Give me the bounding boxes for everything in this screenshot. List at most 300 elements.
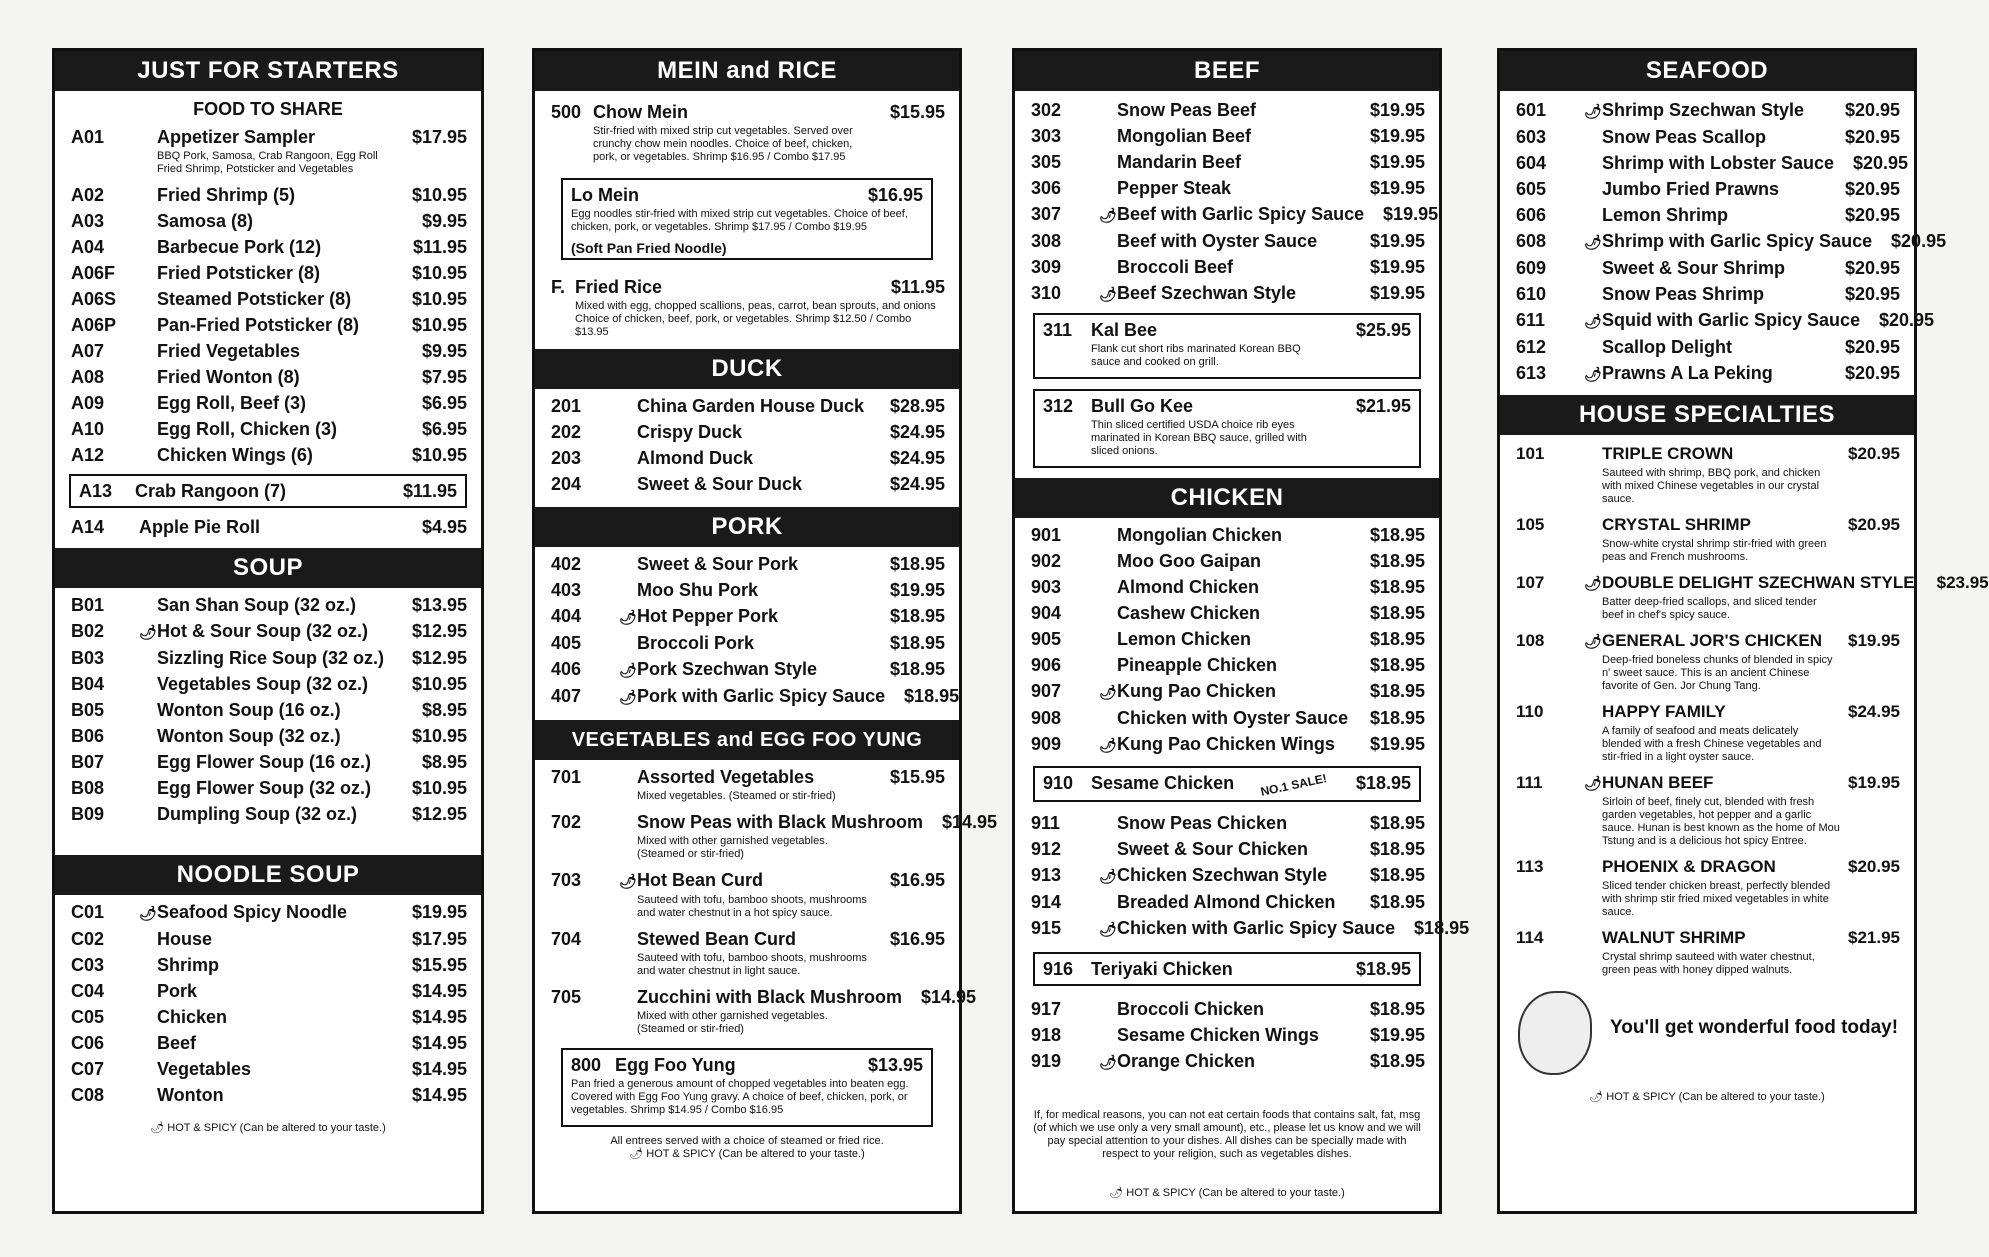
item-name: Snow Peas Scallop <box>1602 127 1767 147</box>
item-price: $10.95 <box>411 674 467 694</box>
item-name: Vegetables <box>157 1059 252 1079</box>
list-item <box>1031 810 1425 836</box>
item-name: Shrimp with Lobster Sauce <box>1602 153 1835 173</box>
item-price: $10.95 <box>411 778 467 798</box>
item-price: $6.95 <box>421 393 467 413</box>
item-price: $18.95 <box>1369 708 1425 728</box>
item-price: $20.95 <box>1848 444 1900 463</box>
item-code: C02 <box>71 929 105 949</box>
list-item <box>1031 862 1425 889</box>
item-name: Pepper Steak <box>1117 178 1232 198</box>
item-name: Samosa (8) <box>157 211 254 231</box>
list-item <box>1031 731 1425 758</box>
item-code: 500 <box>551 102 582 122</box>
item-name: Sizzling Rice Soup (32 oz.) <box>157 648 385 668</box>
item-price: $10.95 <box>411 726 467 746</box>
item-price: $15.95 <box>889 767 945 787</box>
pepper-icon: 🌶 <box>1099 1054 1117 1070</box>
item-name: PHOENIX & DRAGON <box>1602 857 1776 876</box>
item-price: $6.95 <box>421 419 467 439</box>
item-name: Moo Shu Pork <box>637 580 758 600</box>
noodle-soup-header: NOODLE SOUP <box>55 855 481 895</box>
list-item <box>1031 149 1425 175</box>
item-code: 309 <box>1031 257 1062 277</box>
item-code: B09 <box>71 804 105 824</box>
hot-spicy-note: 🌶 HOT & SPICY (Can be altered to your taste.) <box>1589 1091 1825 1103</box>
item-price: $12.95 <box>411 804 467 824</box>
list-item <box>71 338 467 364</box>
slogan: You'll get wonderful food today! <box>1610 1017 1899 1038</box>
chicken-header: CHICKEN <box>1015 478 1439 518</box>
item-code: 918 <box>1031 1025 1062 1045</box>
item-price: $20.95 <box>1844 363 1900 383</box>
item-code: 113 <box>1516 857 1544 876</box>
item-name: Fried Vegetables <box>157 341 301 361</box>
list-item <box>1516 202 1900 228</box>
item-desc: Snow-white crystal shrimp stir-fried with green peas and French mushrooms. <box>1602 538 1827 563</box>
item-name: Wonton Soup (32 oz.) <box>157 726 341 746</box>
list-item <box>71 234 467 260</box>
item-code: 901 <box>1031 525 1062 545</box>
list-item <box>551 867 945 894</box>
item-price: $20.95 <box>1848 857 1900 876</box>
chicken-list-2 <box>1015 806 1470 946</box>
item-name: CRYSTAL SHRIMP <box>1602 515 1751 534</box>
list-item <box>71 697 467 723</box>
list-item <box>71 645 467 671</box>
list-item <box>1516 97 1900 124</box>
item-code: 306 <box>1031 178 1062 198</box>
item-name: Pineapple Chicken <box>1117 655 1278 675</box>
item-price: $11.95 <box>412 237 467 257</box>
item-code: 907 <box>1031 681 1062 701</box>
item-price: $18.95 <box>889 606 945 626</box>
item-name: Barbecue Pork (12) <box>157 237 322 257</box>
pepper-icon: 🌶 <box>619 662 637 678</box>
item-price: $18.95 <box>1355 959 1411 979</box>
item-desc: Mixed with other garnished vegetables. (Steamed or stir-fried) <box>637 1010 828 1035</box>
item-name: Steamed Potsticker (8) <box>157 289 352 309</box>
item-price: $14.95 <box>411 1007 467 1027</box>
item-code: 111 <box>1516 773 1543 792</box>
item-code: 303 <box>1031 126 1062 146</box>
list-item <box>71 978 467 1004</box>
list-item <box>1031 678 1425 705</box>
item-code: 404 <box>551 606 582 626</box>
item-name: Vegetables Soup (32 oz.) <box>157 674 369 694</box>
item-price: $18.95 <box>1369 999 1425 1019</box>
item-price: $19.95 <box>1848 631 1900 650</box>
item-price: $16.95 <box>867 185 923 205</box>
list-item <box>1516 255 1900 281</box>
item-code: A14 <box>71 517 105 537</box>
item-price: $14.95 <box>942 812 998 832</box>
bull-go-kee <box>1033 389 1421 468</box>
item-name: Mongolian Beef <box>1117 126 1251 146</box>
list-item <box>1516 307 1935 334</box>
item-desc: Mixed with egg, chopped scallions, peas, carrot, bean sprouts, and onions Choice of chicken, beef, pork, or vegetables. Shrimp $12.50 / Combo $13.95 <box>575 300 936 338</box>
item-code: 406 <box>551 659 582 679</box>
item-name: Chow Mein <box>593 102 688 122</box>
list-item <box>1031 889 1425 915</box>
item-name: Lemon Shrimp <box>1602 205 1729 225</box>
item-price: $20.95 <box>1844 258 1900 278</box>
item-name: Snow Peas Beef <box>1117 100 1257 120</box>
item-name: Sweet & Sour Shrimp <box>1602 258 1786 278</box>
item-code: 604 <box>1516 153 1547 173</box>
list-item <box>1043 770 1411 798</box>
list-item <box>1031 201 1439 228</box>
item-price: $18.95 <box>1369 839 1425 859</box>
item-name: Sweet & Sour Duck <box>637 474 803 494</box>
soup-header: SOUP <box>55 548 481 588</box>
item-code: B03 <box>71 648 105 668</box>
item-name: Cashew Chicken <box>1117 603 1261 623</box>
list-item <box>1031 522 1425 548</box>
list-item <box>1031 652 1425 678</box>
list-item <box>71 1082 467 1108</box>
item-price: $18.95 <box>1369 865 1425 885</box>
item-name: Egg Flower Soup (16 oz.) <box>157 752 372 772</box>
beef-list <box>1015 91 1439 311</box>
item-code: B01 <box>71 595 105 615</box>
pepper-icon: 🌶 <box>1584 633 1602 649</box>
item-name: Pork <box>157 981 198 1001</box>
sale-badge: NO.1 SALE! <box>1258 771 1328 799</box>
item-price: $19.95 <box>1369 178 1425 198</box>
item-price: $18.95 <box>1369 813 1425 833</box>
item-price: $20.95 <box>1844 179 1900 199</box>
item-price: $20.95 <box>1891 231 1947 251</box>
item-price: $18.95 <box>904 686 960 706</box>
item-name: Beef Szechwan Style <box>1117 283 1297 303</box>
pepper-icon: 🌶 <box>1099 684 1117 700</box>
list-item <box>551 656 945 683</box>
list-item <box>551 393 945 419</box>
item-price: $19.95 <box>1369 257 1425 277</box>
item-price: $9.95 <box>421 211 467 231</box>
list-item <box>71 592 467 618</box>
item-price: $14.95 <box>411 981 467 1001</box>
item-code: B02 <box>71 621 105 641</box>
item-code: 911 <box>1031 813 1061 833</box>
item-code: 407 <box>551 686 582 706</box>
list-item <box>1516 441 1900 467</box>
chow-mein <box>535 91 959 174</box>
veg-header: VEGETABLES and EGG FOO YUNG <box>535 720 959 760</box>
item-name: Lemon Chicken <box>1117 629 1252 649</box>
item-name: Sweet & Sour Chicken <box>1117 839 1309 859</box>
item-price: $21.95 <box>1355 396 1411 416</box>
item-name: Shrimp Szechwan Style <box>1602 100 1805 120</box>
item-desc: Crystal shrimp sauteed with water chestnut, green peas with honey dipped walnuts. <box>1602 951 1815 976</box>
list-item <box>551 551 945 577</box>
item-name: Wonton Soup (16 oz.) <box>157 700 341 720</box>
item-name: Egg Flower Soup (32 oz.) <box>157 778 372 798</box>
duck-list <box>535 389 959 501</box>
pepper-icon: 🌶 <box>1099 737 1117 753</box>
item-price: $19.95 <box>1848 773 1900 792</box>
item-name: Beef with Oyster Sauce <box>1117 231 1318 251</box>
item-price: $20.95 <box>1844 100 1900 120</box>
item-name: Jumbo Fried Prawns <box>1602 179 1780 199</box>
item-name: Mongolian Chicken <box>1117 525 1283 545</box>
item-desc: Batter deep-fried scallops, and sliced tender beef in chef's spicy sauce. <box>1602 596 1817 621</box>
item-name: Mandarin Beef <box>1117 152 1242 172</box>
list-item <box>1031 574 1425 600</box>
list-item <box>1031 626 1425 652</box>
soup-list <box>55 588 481 831</box>
starters-header: JUST FOR STARTERS <box>55 51 481 91</box>
item-code: A13 <box>79 481 113 501</box>
item-price: $8.95 <box>421 752 467 772</box>
item-name: Pork with Garlic Spicy Sauce <box>637 686 886 706</box>
item-price: $20.95 <box>1844 205 1900 225</box>
pepper-icon: 🌶 <box>139 905 157 921</box>
starters-subtitle: FOOD TO SHARE <box>193 99 343 119</box>
list-item <box>1516 512 1900 538</box>
item-name: Kung Pao Chicken Wings <box>1117 734 1335 754</box>
item-code: 800 <box>571 1055 602 1075</box>
item-code: A12 <box>71 445 105 465</box>
pepper-icon: 🌶 <box>1584 366 1602 382</box>
item-code: 908 <box>1031 708 1062 728</box>
item-code: C03 <box>71 955 105 975</box>
item-code: 705 <box>551 987 582 1007</box>
item-code: 101 <box>1516 444 1545 463</box>
list-item <box>551 630 945 656</box>
item-desc: Pan fried a generous amount of chopped vegetables into beaten egg. Covered with Egg Foo Yung gravy. A choice of beef, chicken, pork, or vegetables. Shrimp $14.95 / Combo $16.95 <box>571 1078 909 1116</box>
list-item <box>551 419 945 445</box>
item-price: $10.95 <box>411 445 467 465</box>
item-price: $18.95 <box>1369 1051 1425 1071</box>
list-item <box>1516 228 1947 255</box>
item-price: $15.95 <box>889 102 945 122</box>
item-name: Appetizer Sampler <box>157 127 316 147</box>
item-code: 305 <box>1031 152 1062 172</box>
item-price: $12.95 <box>411 648 467 668</box>
item-code: 606 <box>1516 205 1547 225</box>
list-item <box>1516 699 1900 725</box>
item-price: $19.95 <box>1369 283 1425 303</box>
seafood-list <box>1500 91 1947 391</box>
item-price: $18.95 <box>1369 892 1425 912</box>
item-code: A01 <box>71 127 105 147</box>
item-name: Broccoli Chicken <box>1117 999 1265 1019</box>
item-code: 910 <box>1043 773 1074 793</box>
list-item <box>551 99 945 125</box>
item-name: Kung Pao Chicken <box>1117 681 1277 701</box>
item-code: 608 <box>1516 231 1547 251</box>
item-code: 905 <box>1031 629 1062 649</box>
item-price: $14.95 <box>411 1033 467 1053</box>
house-list <box>1500 435 1989 987</box>
item-code: 917 <box>1031 999 1062 1019</box>
item-desc: Egg noodles stir-fried with mixed strip cut vegetables. Choice of beef, chicken, pork, or vegetables. Shrimp $17.95 / Combo $19.95 <box>571 208 908 233</box>
item-price: $4.95 <box>421 517 467 537</box>
item-code: 919 <box>1031 1051 1062 1071</box>
item-name: Egg Roll, Beef (3) <box>157 393 307 413</box>
list-item <box>71 723 467 749</box>
medical-note: If, for medical reasons, you can not eat certain foods that contains salt, fat, msg (of which we use only a very small amount), etc., please let us know and we will pay special attention to your dishes. All dishes can be specially made with respect to your religion, such as vegetables dishes. <box>1033 1109 1421 1160</box>
pepper-icon: 🌶 <box>1109 1187 1124 1199</box>
item-desc: Sauteed with tofu, bamboo shoots, mushrooms and water chestnut in a hot spicy sauce. <box>637 894 867 919</box>
item-name: Wonton <box>157 1085 224 1105</box>
item-code: 702 <box>551 812 582 832</box>
column-beef <box>1012 48 1470 1214</box>
house-header: HOUSE SPECIALTIES <box>1500 395 1914 435</box>
item-code: 915 <box>1031 918 1062 938</box>
item-code: 105 <box>1516 515 1545 534</box>
column-seafood <box>1497 48 1989 1214</box>
item-name: Fried Potsticker (8) <box>157 263 321 283</box>
item-name: Apple Pie Roll <box>139 517 261 537</box>
item-name: Chicken Szechwan Style <box>1117 865 1328 885</box>
column-mein <box>532 48 998 1214</box>
item-price: $16.95 <box>889 870 945 890</box>
pork-header: PORK <box>535 507 959 547</box>
list-item <box>71 208 467 234</box>
list-item <box>71 364 467 390</box>
item-desc: Sauteed with tofu, bamboo shoots, mushrooms and water chestnut in light sauce. <box>637 952 867 977</box>
item-price: $7.95 <box>421 367 467 387</box>
item-desc: Flank cut short ribs marinated Korean BBQ sauce and cooked on grill. <box>1091 343 1301 368</box>
list-item <box>1516 281 1900 307</box>
item-name: Chicken with Garlic Spicy Sauce <box>1117 918 1396 938</box>
item-price: $18.95 <box>1369 655 1425 675</box>
item-code: A03 <box>71 211 105 231</box>
item-price: $18.95 <box>1369 603 1425 623</box>
item-name: Orange Chicken <box>1117 1051 1256 1071</box>
item-code: 308 <box>1031 231 1062 251</box>
item-price: $11.95 <box>402 481 457 501</box>
item-code: A08 <box>71 367 105 387</box>
item-code: 107 <box>1516 573 1545 592</box>
item-price: $14.95 <box>411 1085 467 1105</box>
item-code: 913 <box>1031 865 1062 885</box>
item-code: F. <box>551 277 566 297</box>
list-item <box>1043 393 1411 419</box>
chicken-list-3 <box>1015 992 1439 1079</box>
pepper-icon: 🌶 <box>1099 921 1117 937</box>
teriyaki-chicken <box>1033 952 1421 986</box>
item-code: 914 <box>1031 892 1062 912</box>
item-code: 312 <box>1043 396 1074 416</box>
item-price: $9.95 <box>421 341 467 361</box>
list-item <box>551 809 998 835</box>
list-item <box>1516 854 1900 880</box>
list-item <box>551 984 977 1010</box>
item-price: $19.95 <box>1369 1025 1425 1045</box>
list-item <box>1516 150 1909 176</box>
pork-list <box>535 547 959 714</box>
item-name: Moo Goo Gaipan <box>1117 551 1261 571</box>
list-item <box>71 182 467 208</box>
item-code: 902 <box>1031 551 1062 571</box>
item-price: $10.95 <box>411 185 467 205</box>
item-price: $18.95 <box>1369 629 1425 649</box>
item-name: Kal Bee <box>1091 320 1158 340</box>
item-price: $23.95 <box>1936 573 1989 592</box>
starters-last <box>55 510 481 544</box>
item-name: Seafood Spicy Noodle <box>157 902 348 922</box>
item-name: Broccoli Pork <box>637 633 755 653</box>
list-item <box>1516 124 1900 150</box>
item-code: 612 <box>1516 337 1547 357</box>
item-name: Almond Duck <box>637 448 754 468</box>
item-name: Assorted Vegetables <box>637 767 815 787</box>
item-code: 302 <box>1031 100 1062 120</box>
column-starters <box>52 48 484 1214</box>
item-name: Snow Peas with Black Mushroom <box>637 812 924 832</box>
fried-rice <box>535 264 959 349</box>
item-price: $25.95 <box>1355 320 1411 340</box>
list-item <box>71 416 467 442</box>
list-item <box>1516 770 1900 796</box>
pepper-icon: 🌶 <box>1589 1091 1604 1103</box>
item-name: TRIPLE CROWN <box>1602 444 1734 463</box>
item-name: Sweet & Sour Pork <box>637 554 799 574</box>
item-price: $18.95 <box>1369 681 1425 701</box>
item-code: 703 <box>551 870 582 890</box>
list-item <box>71 260 467 286</box>
item-name: Breaded Almond Chicken <box>1117 892 1336 912</box>
list-item <box>1043 317 1411 343</box>
list-item <box>1031 280 1425 307</box>
item-price: $20.95 <box>1844 127 1900 147</box>
item-name: Sesame Chicken Wings <box>1117 1025 1319 1045</box>
item-code: 203 <box>551 448 582 468</box>
item-price: $28.95 <box>889 396 945 416</box>
item-price: $20.95 <box>1848 515 1900 534</box>
item-code: B04 <box>71 674 105 694</box>
item-name: Lo Mein <box>571 185 639 205</box>
item-code: 704 <box>551 929 582 949</box>
item-code: C07 <box>71 1059 105 1079</box>
item-name: Hot & Sour Soup (32 oz.) <box>157 621 368 641</box>
item-price: $19.95 <box>1369 126 1425 146</box>
duck-header: DUCK <box>535 349 959 389</box>
item-name: Crab Rangoon (7) <box>135 481 286 501</box>
item-price: $18.95 <box>1369 577 1425 597</box>
item-name: Fried Shrimp (5) <box>157 185 296 205</box>
item-price: $19.95 <box>889 580 945 600</box>
item-code: B07 <box>71 752 105 772</box>
item-price: $18.95 <box>1355 773 1411 793</box>
list-item <box>571 1052 923 1078</box>
kal-bee <box>1033 313 1421 379</box>
item-price: $15.95 <box>411 955 467 975</box>
list-item <box>1031 254 1425 280</box>
list-item <box>1516 628 1900 654</box>
item-price: $19.95 <box>1369 734 1425 754</box>
item-code: C04 <box>71 981 105 1001</box>
item-code: 402 <box>551 554 582 574</box>
item-price: $17.95 <box>411 929 467 949</box>
pepper-icon: 🌶 <box>1099 207 1117 223</box>
list-item <box>1516 176 1900 202</box>
entrees-note: All entrees served with a choice of steamed or fried rice. <box>610 1135 884 1147</box>
pepper-icon: 🌶 <box>1099 868 1117 884</box>
item-price: $18.95 <box>889 554 945 574</box>
item-name: Hot Bean Curd <box>637 870 763 890</box>
item-code: 613 <box>1516 363 1547 383</box>
item-code: A04 <box>71 237 105 257</box>
item-code: 201 <box>551 396 582 416</box>
item-code: A06P <box>71 315 117 335</box>
item-code: C08 <box>71 1085 105 1105</box>
item-name: Hot Pepper Pork <box>637 606 779 626</box>
